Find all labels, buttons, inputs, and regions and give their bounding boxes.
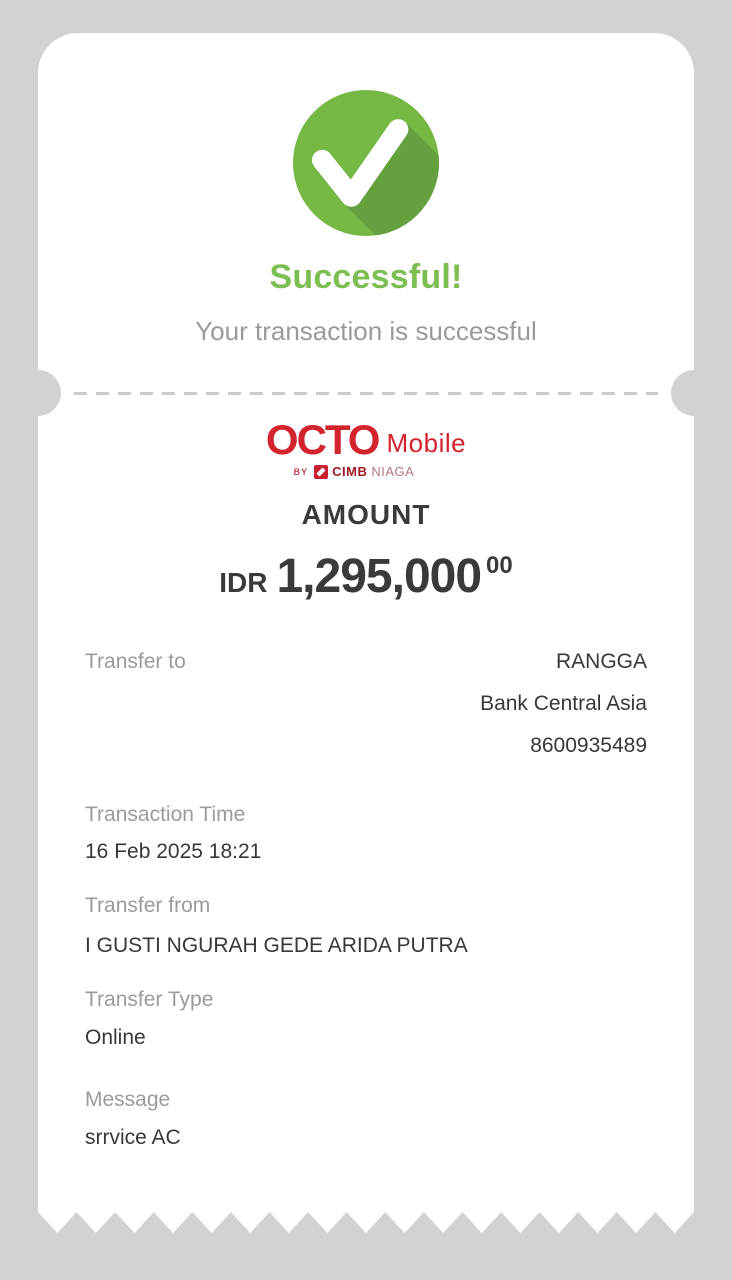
- cimb-niaga-byline: [26, 464, 682, 479]
- transfer-to-values: [480, 641, 647, 767]
- transaction-time-label: Transaction Time: [85, 803, 246, 826]
- octo-wordmark: OCTO: [265, 416, 379, 463]
- recipient-bank: Bank Central Asia: [480, 692, 647, 715]
- recipient-account-number: 8600935489: [530, 734, 647, 757]
- octo-mobile-logo: [38, 417, 694, 479]
- transfer-to-label: Transfer to: [85, 650, 186, 673]
- receipt-zigzag-edge: [38, 1212, 694, 1233]
- recipient-name: RANGGA: [555, 650, 647, 673]
- success-check-icon: [293, 90, 439, 236]
- amount-currency: IDR: [219, 567, 268, 598]
- byline-by-text: BY: [293, 466, 309, 477]
- transfer-from-value: I GUSTI NGURAH GEDE ARIDA PUTRA: [85, 934, 468, 957]
- transfer-type-value: Online: [85, 1026, 146, 1049]
- amount-label: AMOUNT: [301, 499, 431, 530]
- amount-value: 1,295,000: [276, 550, 482, 603]
- message-label: Message: [85, 1088, 171, 1111]
- receipt-card: [38, 33, 694, 1212]
- mobile-wordmark: Mobile: [386, 428, 467, 458]
- transfer-from-label: Transfer from: [85, 894, 211, 917]
- perforation-notch-right: [671, 370, 717, 416]
- transfer-type-label: Transfer Type: [85, 988, 214, 1011]
- perforation-separator: [74, 392, 658, 395]
- amount-decimals: 00: [486, 552, 513, 579]
- transfer-to-row: [85, 641, 647, 767]
- niaga-text: NIAGA: [371, 464, 415, 479]
- status-subtitle: Your transaction is successful: [195, 316, 537, 346]
- message-value: srrvice AC: [85, 1126, 181, 1149]
- amount-row: [38, 549, 694, 613]
- cimb-text: CIMB: [332, 464, 368, 479]
- status-title: Successful!: [269, 258, 463, 296]
- cimb-logo-icon: [314, 465, 328, 479]
- transaction-time-value: 16 Feb 2025 18:21: [85, 840, 262, 863]
- perforation-notch-left: [15, 370, 61, 416]
